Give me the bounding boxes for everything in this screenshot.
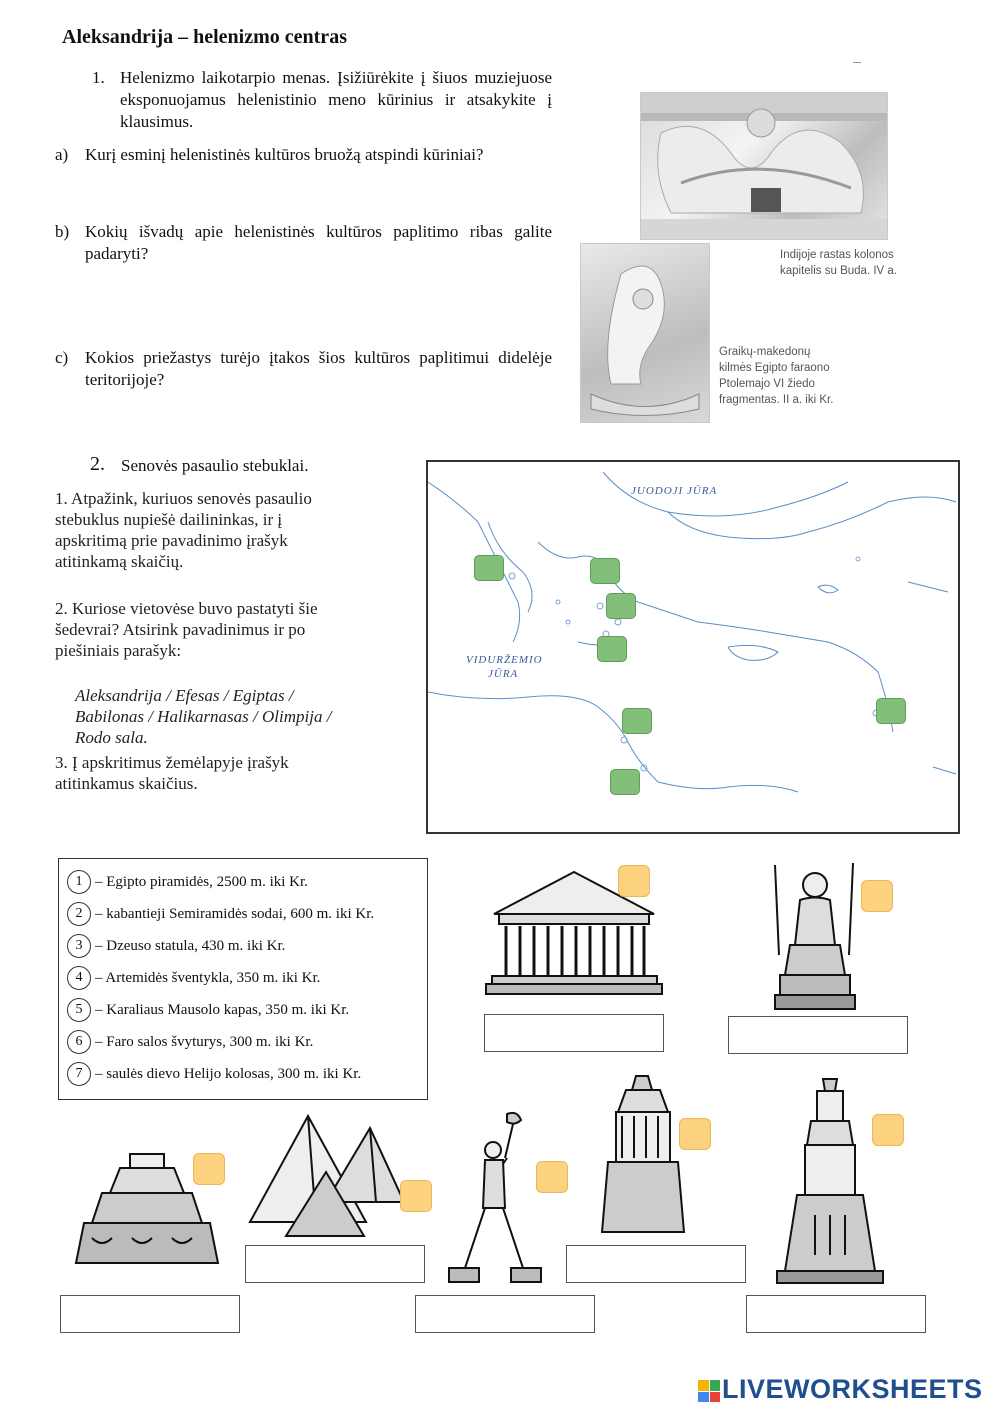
legend-number[interactable]: 4: [67, 966, 91, 990]
legend-item: [67, 1029, 313, 1055]
caption-capital: Indijoje rastas kolonos kapitelis su Buda. IV a.: [780, 249, 897, 277]
question-b-label: b): [55, 222, 70, 241]
question-a-text: Kurį esminį helenistinės kultūros bruožą atspindi kūriniai?: [85, 145, 484, 164]
places-list: Aleksandrija / Efesas / Egiptas / Babilonas / Halikarnasas / Olimpija / Rodo sala.: [75, 686, 332, 747]
question-b-text: Kokių išvadų apie helenistinės kultūros paplitimo ribas galite padaryti?: [85, 222, 552, 263]
question-c-label: c): [55, 348, 69, 367]
buddha-capital-photo: [640, 92, 888, 240]
legend-item: [67, 901, 374, 927]
wonder-number-box[interactable]: [618, 865, 650, 897]
legend-text: – kabantieji Semiramidės sodai, 600 m. iki Kr.: [95, 905, 375, 922]
map-label-black-sea: JUODOJI JŪRA: [631, 485, 718, 497]
wonder-number-box[interactable]: [400, 1180, 432, 1212]
map-input-box[interactable]: [622, 708, 652, 734]
legend-text: – Faro salos švyturys, 300 m. iki Kr.: [95, 1033, 314, 1050]
legend-item: [67, 1061, 361, 1087]
wonder-number-box[interactable]: [861, 880, 893, 912]
lighthouse-illustration: [775, 1075, 885, 1287]
legend-text: – Karaliaus Mausolo kapas, 350 m. iki Kr.: [95, 1001, 350, 1018]
map-input-box[interactable]: [606, 593, 636, 619]
wonder-answer-box[interactable]: [245, 1245, 425, 1283]
task-2: 2. Kuriose vietovėse buvo pastatyti šie šedevrai? Atsirink pavadinimus ir po piešiniais parašyk:: [55, 599, 318, 660]
legend-number[interactable]: 2: [67, 902, 91, 926]
legend-number[interactable]: 6: [67, 1030, 91, 1054]
wonder-answer-box[interactable]: [484, 1014, 664, 1052]
divider: [853, 62, 861, 63]
legend-text: – Egipto piramidės, 2500 m. iki Kr.: [95, 873, 308, 890]
map: [426, 460, 960, 834]
legend-number[interactable]: 1: [67, 870, 91, 894]
legend-text: – saulės dievo Helijo kolosas, 300 m. iki Kr.: [95, 1065, 362, 1082]
map-input-box[interactable]: [876, 698, 906, 724]
wonder-answer-box[interactable]: [415, 1295, 595, 1333]
map-label-med-2: JŪRA: [488, 668, 519, 680]
legend-number[interactable]: 5: [67, 998, 91, 1022]
wonder-answer-box[interactable]: [728, 1016, 908, 1054]
map-input-box[interactable]: [590, 558, 620, 584]
legend-item: [67, 869, 308, 895]
wonder-number-box[interactable]: [193, 1153, 225, 1185]
zeus-illustration: [765, 855, 865, 1015]
legend-number[interactable]: 7: [67, 1062, 91, 1086]
wonder-answer-box[interactable]: [566, 1245, 746, 1283]
task-3: 3. Į apskritimus žemėlapyje įrašyk atitinkamus skaičius.: [55, 753, 289, 793]
brand-logo-icon: [698, 1380, 720, 1402]
caption-ring: Graikų-makedonų kilmės Egipto faraono Ptolemajo VI žiedo fragmentas. II a. iki Kr.: [719, 346, 834, 406]
question-a-label: a): [55, 145, 69, 164]
wonder-answer-box[interactable]: [746, 1295, 926, 1333]
legend-number[interactable]: 3: [67, 934, 91, 958]
page-title: Aleksandrija – helenizmo centras: [62, 26, 347, 48]
legend-item: [67, 933, 285, 959]
section1-number: 1.: [92, 68, 105, 87]
pyramids-illustration: [246, 1112, 406, 1240]
legend-text: – Artemidės šventykla, 350 m. iki Kr.: [95, 969, 321, 986]
map-input-box[interactable]: [474, 555, 504, 581]
wonders-legend: [58, 858, 428, 1100]
colossus-illustration: [445, 1108, 555, 1288]
map-coastlines: [428, 462, 958, 832]
wonder-number-box[interactable]: [872, 1114, 904, 1146]
task-1: 1. Atpažink, kuriuos senovės pasaulio stebuklus nupiešė dailininkas, ir į apskritimą prie pavadinimo įrašyk atitinkamą skaičių.: [55, 489, 312, 571]
section2-heading: Senovės pasaulio stebuklai.: [121, 456, 309, 475]
question-c-text: Kokios priežastys turėjo įtakos šios kultūros paplitimui didelėje teritorijoje?: [85, 348, 552, 389]
brand-name: LIVEWORKSHEETS: [722, 1374, 983, 1404]
legend-item: [67, 997, 349, 1023]
wonder-number-box[interactable]: [536, 1161, 568, 1193]
section1-intro: Helenizmo laikotarpio menas. Įsižiūrėkite į šiuos muziejuose eksponuojamus helenistinio meno kūrinius ir atsakykite į klausimus.: [120, 68, 552, 131]
map-input-box[interactable]: [610, 769, 640, 795]
mausoleum-illustration: [598, 1072, 688, 1242]
legend-item: [67, 965, 320, 991]
wonder-answer-box[interactable]: [60, 1295, 240, 1333]
map-input-box[interactable]: [597, 636, 627, 662]
wonder-number-box[interactable]: [679, 1118, 711, 1150]
legend-text: – Dzeuso statula, 430 m. iki Kr.: [95, 937, 286, 954]
section2-number: 2.: [90, 453, 105, 475]
map-label-med-1: VIDURŽEMIO: [466, 654, 543, 666]
ring-fragment-photo: [580, 243, 710, 423]
